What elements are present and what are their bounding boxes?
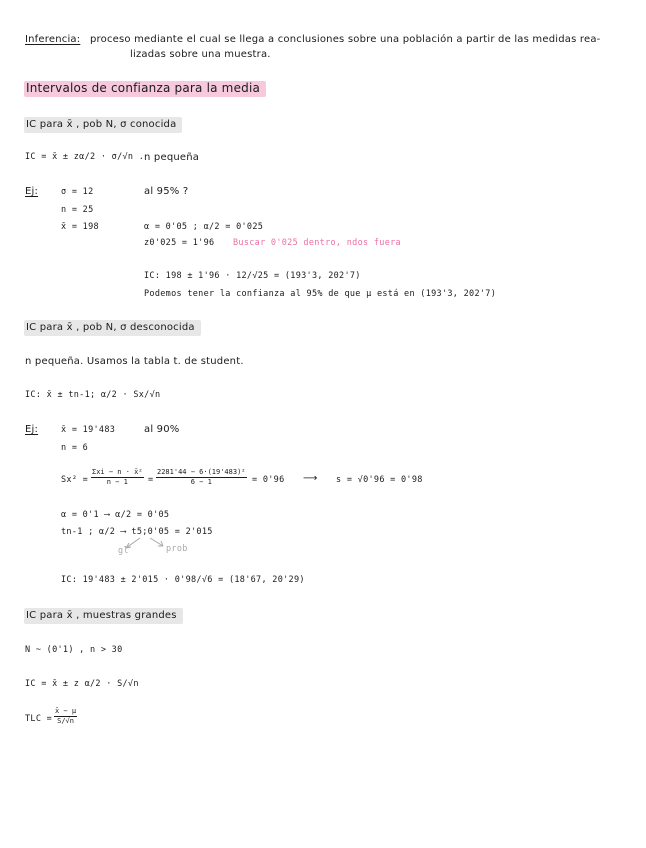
inferencia-definition-line1: proceso mediante el cual se llega a conclusiones sobre una población a partir de las medidas rea- (90, 34, 601, 45)
sec2-gl-label: gl (118, 546, 129, 556)
sec3-tlc-num: x̄ − μ (55, 707, 77, 715)
sec3-dist: N ~ (0'1) , n > 30 (25, 645, 123, 655)
sec1-confidence: al 95% ? (144, 186, 189, 197)
sec3-tlc-fraction (54, 707, 77, 726)
section-title: Intervalos de confianza para la media (24, 81, 266, 97)
sec2-s-result: s = √0'96 = 0'98 (336, 475, 423, 485)
sec2-arrow-icon: ⟶ (303, 473, 318, 484)
sec2-t-line: tn-1 ; α/2 ⟶ t5;0'05 = 2'015 (61, 527, 213, 537)
inferencia-definition-line2: lizadas sobre una muestra. (130, 49, 271, 60)
sec2-ic-line: IC: 19'483 ± 2'015 · 0'98/√6 = (18'67, 20'29) (61, 575, 305, 585)
sec3-formula: IC = x̄ ± z α/2 · S/√n (25, 679, 139, 689)
sec1-ic-line: IC: 198 ± 1'96 · 12/√25 = (193'3, 202'7) (144, 271, 361, 281)
sec2-s2-frac1-den: n − 1 (106, 478, 128, 486)
sec1-sigma: σ = 12 (61, 187, 94, 197)
sec2-xbar: x̄ = 19'483 (61, 425, 116, 435)
sec1-z-line: z0'025 = 1'96 (144, 238, 215, 248)
inferencia-term: Inferencia: (25, 34, 81, 45)
sec2-text: n pequeña. Usamos la tabla t. de student. (25, 356, 244, 367)
sec2-s2-frac2-den: 6 − 1 (190, 478, 212, 486)
sec1-alpha-line: α = 0'05 ; α/2 = 0'025 (144, 222, 264, 232)
sec1-pink-note: Buscar 0'025 dentro, ndos fuera (233, 238, 401, 248)
sec1-conclusion: Podemos tener la confianza al 95% de que μ está en (193'3, 202'7) (144, 289, 497, 299)
sec1-xbar: x̄ = 198 (61, 222, 99, 232)
sec2-s2-equals: = (148, 475, 154, 485)
sec2-s2-frac2-num: 2281'44 − 6·(19'483)² (157, 468, 246, 476)
sec1-ej-label: Ej: (25, 186, 39, 197)
sec2-s2-lhs: Sx² = (61, 475, 89, 485)
sec3-tlc-den: S/√n (57, 717, 74, 725)
sec1-heading: IC para x̄ , pob N, σ conocida (24, 117, 182, 133)
sec2-heading: IC para x̄ , pob N, σ desconocida (24, 320, 201, 336)
sec3-heading: IC para x̄ , muestras grandes (24, 608, 183, 624)
sec1-formula: IC = x̄ ± zα/2 · σ/√n . (25, 152, 145, 162)
sec2-confidence: al 90% (144, 424, 180, 435)
sec2-ej-label: Ej: (25, 424, 39, 435)
sec2-n: n = 6 (61, 443, 89, 453)
sec1-n: n = 25 (61, 205, 94, 215)
sec2-alpha-line: α = 0'1 ⟶ α/2 = 0'05 (61, 510, 170, 520)
sec1-note: n pequeña (144, 152, 200, 163)
sec2-prob-label: prob (166, 544, 188, 554)
sec2-s2-frac1-num: Σxi − n · x̄² (92, 468, 143, 476)
sec2-s2-result: = 0'96 (252, 475, 285, 485)
sec2-formula: IC: x̄ ± tn-1; α/2 · Sx/√n (25, 390, 161, 400)
sec3-tlc-label: TLC = (25, 714, 53, 724)
